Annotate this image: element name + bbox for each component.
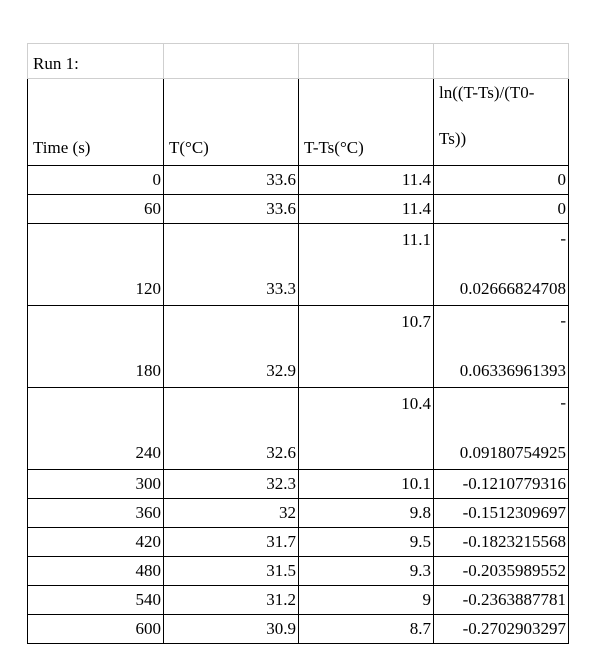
ln-value: 0.06336961393	[459, 361, 566, 380]
time-cell[interactable]: 180	[28, 306, 164, 388]
table-row	[28, 166, 569, 195]
difference-cell[interactable]: 11.4	[299, 166, 434, 195]
difference-cell[interactable]: 9.5	[299, 528, 434, 557]
temperature-cell[interactable]: 33.6	[164, 195, 299, 224]
time-cell[interactable]: 540	[28, 586, 164, 615]
header-ln-line1: ln((T-Ts)/(T0-	[439, 83, 535, 102]
temperature-cell[interactable]: 31.2	[164, 586, 299, 615]
temperature-cell[interactable]: 31.5	[164, 557, 299, 586]
table-row	[28, 388, 569, 470]
table-row	[28, 306, 569, 388]
temperature-cell[interactable]: 32.9	[164, 306, 299, 388]
difference-cell[interactable]: 10.1	[299, 470, 434, 499]
ln-value: 0.09180754925	[459, 443, 566, 462]
header-time[interactable]: Time (s)	[28, 79, 164, 166]
time-cell[interactable]: 360	[28, 499, 164, 528]
ln-cell[interactable]	[434, 306, 569, 388]
difference-cell[interactable]: 11.4	[299, 195, 434, 224]
ln-cell[interactable]: -0.2702903297	[434, 615, 569, 644]
header-temperature[interactable]: T(°C)	[164, 79, 299, 166]
ln-sign: -	[560, 229, 566, 248]
ln-cell[interactable]: -0.2035989552	[434, 557, 569, 586]
time-cell[interactable]: 300	[28, 470, 164, 499]
temperature-cell[interactable]: 32.6	[164, 388, 299, 470]
ln-sign: -	[560, 393, 566, 412]
ln-cell[interactable]: -0.1210779316	[434, 470, 569, 499]
difference-cell[interactable]: 10.4	[299, 388, 434, 470]
difference-cell[interactable]: 8.7	[299, 615, 434, 644]
ln-sign: -	[560, 311, 566, 330]
run-title[interactable]: Run 1:	[28, 44, 164, 79]
table-row	[28, 615, 569, 644]
ln-cell[interactable]: 0	[434, 195, 569, 224]
table-row	[28, 586, 569, 615]
header-row	[28, 79, 569, 166]
table-row	[28, 195, 569, 224]
header-ln-ratio[interactable]	[434, 79, 569, 166]
table-row	[28, 557, 569, 586]
difference-cell[interactable]: 10.7	[299, 306, 434, 388]
ln-cell[interactable]: -0.1823215568	[434, 528, 569, 557]
temperature-cell[interactable]: 30.9	[164, 615, 299, 644]
difference-cell[interactable]: 11.1	[299, 224, 434, 306]
time-cell[interactable]: 480	[28, 557, 164, 586]
table-row	[28, 224, 569, 306]
ln-cell[interactable]	[434, 224, 569, 306]
empty-cell[interactable]	[164, 44, 299, 79]
difference-cell[interactable]: 9.8	[299, 499, 434, 528]
time-cell[interactable]: 240	[28, 388, 164, 470]
data-table	[27, 43, 569, 644]
temperature-cell[interactable]: 33.3	[164, 224, 299, 306]
time-cell[interactable]: 60	[28, 195, 164, 224]
difference-cell[interactable]: 9.3	[299, 557, 434, 586]
temperature-cell[interactable]: 32	[164, 499, 299, 528]
time-cell[interactable]: 420	[28, 528, 164, 557]
title-row	[28, 44, 569, 79]
table-row	[28, 470, 569, 499]
table-row	[28, 499, 569, 528]
ln-cell[interactable]: 0	[434, 166, 569, 195]
ln-cell[interactable]	[434, 388, 569, 470]
difference-cell[interactable]: 9	[299, 586, 434, 615]
time-cell[interactable]: 120	[28, 224, 164, 306]
temperature-cell[interactable]: 32.3	[164, 470, 299, 499]
temperature-cell[interactable]: 31.7	[164, 528, 299, 557]
ln-value: 0.02666824708	[459, 279, 566, 298]
table-row	[28, 528, 569, 557]
empty-cell[interactable]	[434, 44, 569, 79]
time-cell[interactable]: 0	[28, 166, 164, 195]
header-ln-line2: Ts))	[439, 129, 467, 148]
time-cell[interactable]: 600	[28, 615, 164, 644]
empty-cell[interactable]	[299, 44, 434, 79]
ln-cell[interactable]: -0.1512309697	[434, 499, 569, 528]
temperature-cell[interactable]: 33.6	[164, 166, 299, 195]
header-temp-difference[interactable]: T-Ts(°C)	[299, 79, 434, 166]
ln-cell[interactable]: -0.2363887781	[434, 586, 569, 615]
